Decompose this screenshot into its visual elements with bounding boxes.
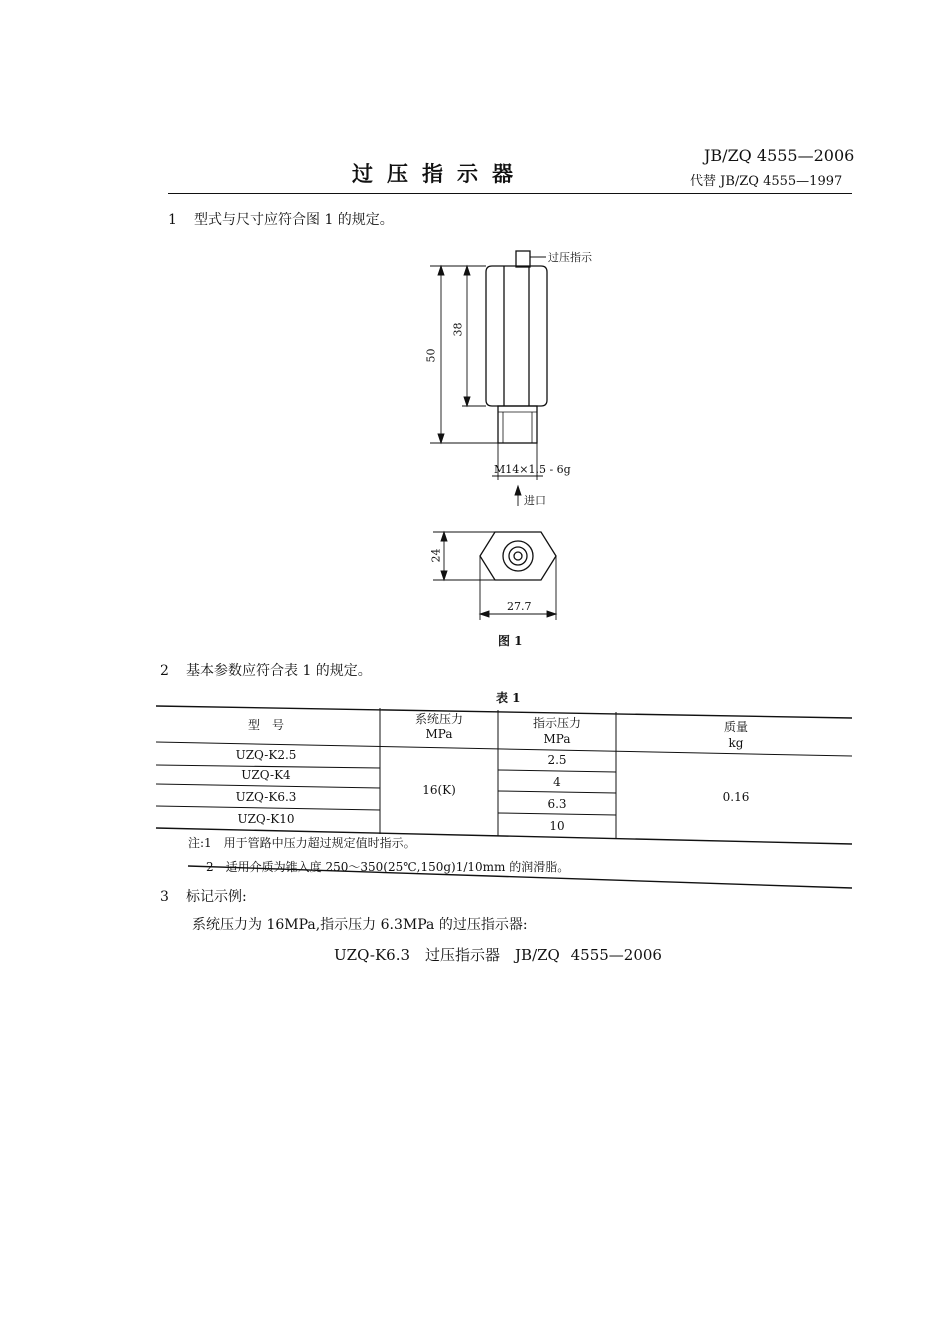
label-inlet: 进口: [524, 494, 546, 507]
header-indicator-pressure-unit: MPa: [543, 732, 571, 746]
table-row: UZQ-K2.5: [235, 748, 297, 762]
header-model: 型 号: [247, 718, 284, 732]
header-mass-unit: kg: [728, 736, 744, 750]
section-number: 1: [168, 212, 177, 228]
section-number: 3: [160, 889, 169, 905]
table-row: UZQ-K4: [241, 768, 291, 782]
page-title: 过压指示器: [352, 161, 527, 186]
section-text: 标记示例:: [186, 889, 247, 905]
header-indicator-pressure: 指示压力: [532, 716, 581, 730]
standard-number: JB/ZQ 4555—2006: [704, 146, 855, 165]
indicator-value: 6.3: [547, 797, 567, 811]
label-indicator: 过压指示: [548, 251, 592, 264]
section-text: 基本参数应符合表 1 的规定。: [186, 663, 372, 679]
section-number: 2: [160, 663, 169, 679]
dim-across-flats: 24: [429, 548, 443, 563]
system-pressure-value: 16(K): [422, 783, 456, 797]
dim-body-height: 38: [451, 322, 465, 337]
marking-example-text: 系统压力为 16MPa,指示压力 6.3MPa 的过压指示器:: [192, 917, 528, 933]
dim-across-corners: 27.7: [507, 600, 532, 613]
header-system-pressure: 系统压力: [414, 712, 463, 726]
indicator-value: 10: [549, 819, 565, 833]
table-row: UZQ-K10: [237, 812, 295, 826]
table-row: UZQ-K6.3: [235, 790, 297, 804]
section-text: 型式与尺寸应符合图 1 的规定。: [194, 212, 394, 228]
section-3: [160, 886, 247, 906]
figure-caption: 图 1: [498, 634, 523, 648]
header-system-pressure-unit: MPa: [425, 727, 453, 741]
indicator-value: 2.5: [547, 753, 567, 767]
replaces-standard: 代替 JB/ZQ 4555—1997: [690, 174, 843, 189]
dim-total-height: 50: [424, 348, 438, 363]
table-note-1: 注:1 用于管路中压力超过规定值时指示。: [188, 836, 416, 850]
table-note-2: 2 适用介质为锥入度 250～350(25℃,150g)1/10mm 的润滑脂。: [206, 860, 570, 874]
mass-value: 0.16: [722, 790, 750, 804]
label-thread: M14×1.5 - 6g: [494, 463, 571, 476]
indicator-value: 4: [553, 775, 561, 789]
header-mass: 质量: [723, 720, 748, 734]
table-caption: 表 1: [496, 691, 521, 705]
marking-example: UZQ-K6.3 过压指示器 JB/ZQ 4555—2006: [334, 946, 662, 964]
